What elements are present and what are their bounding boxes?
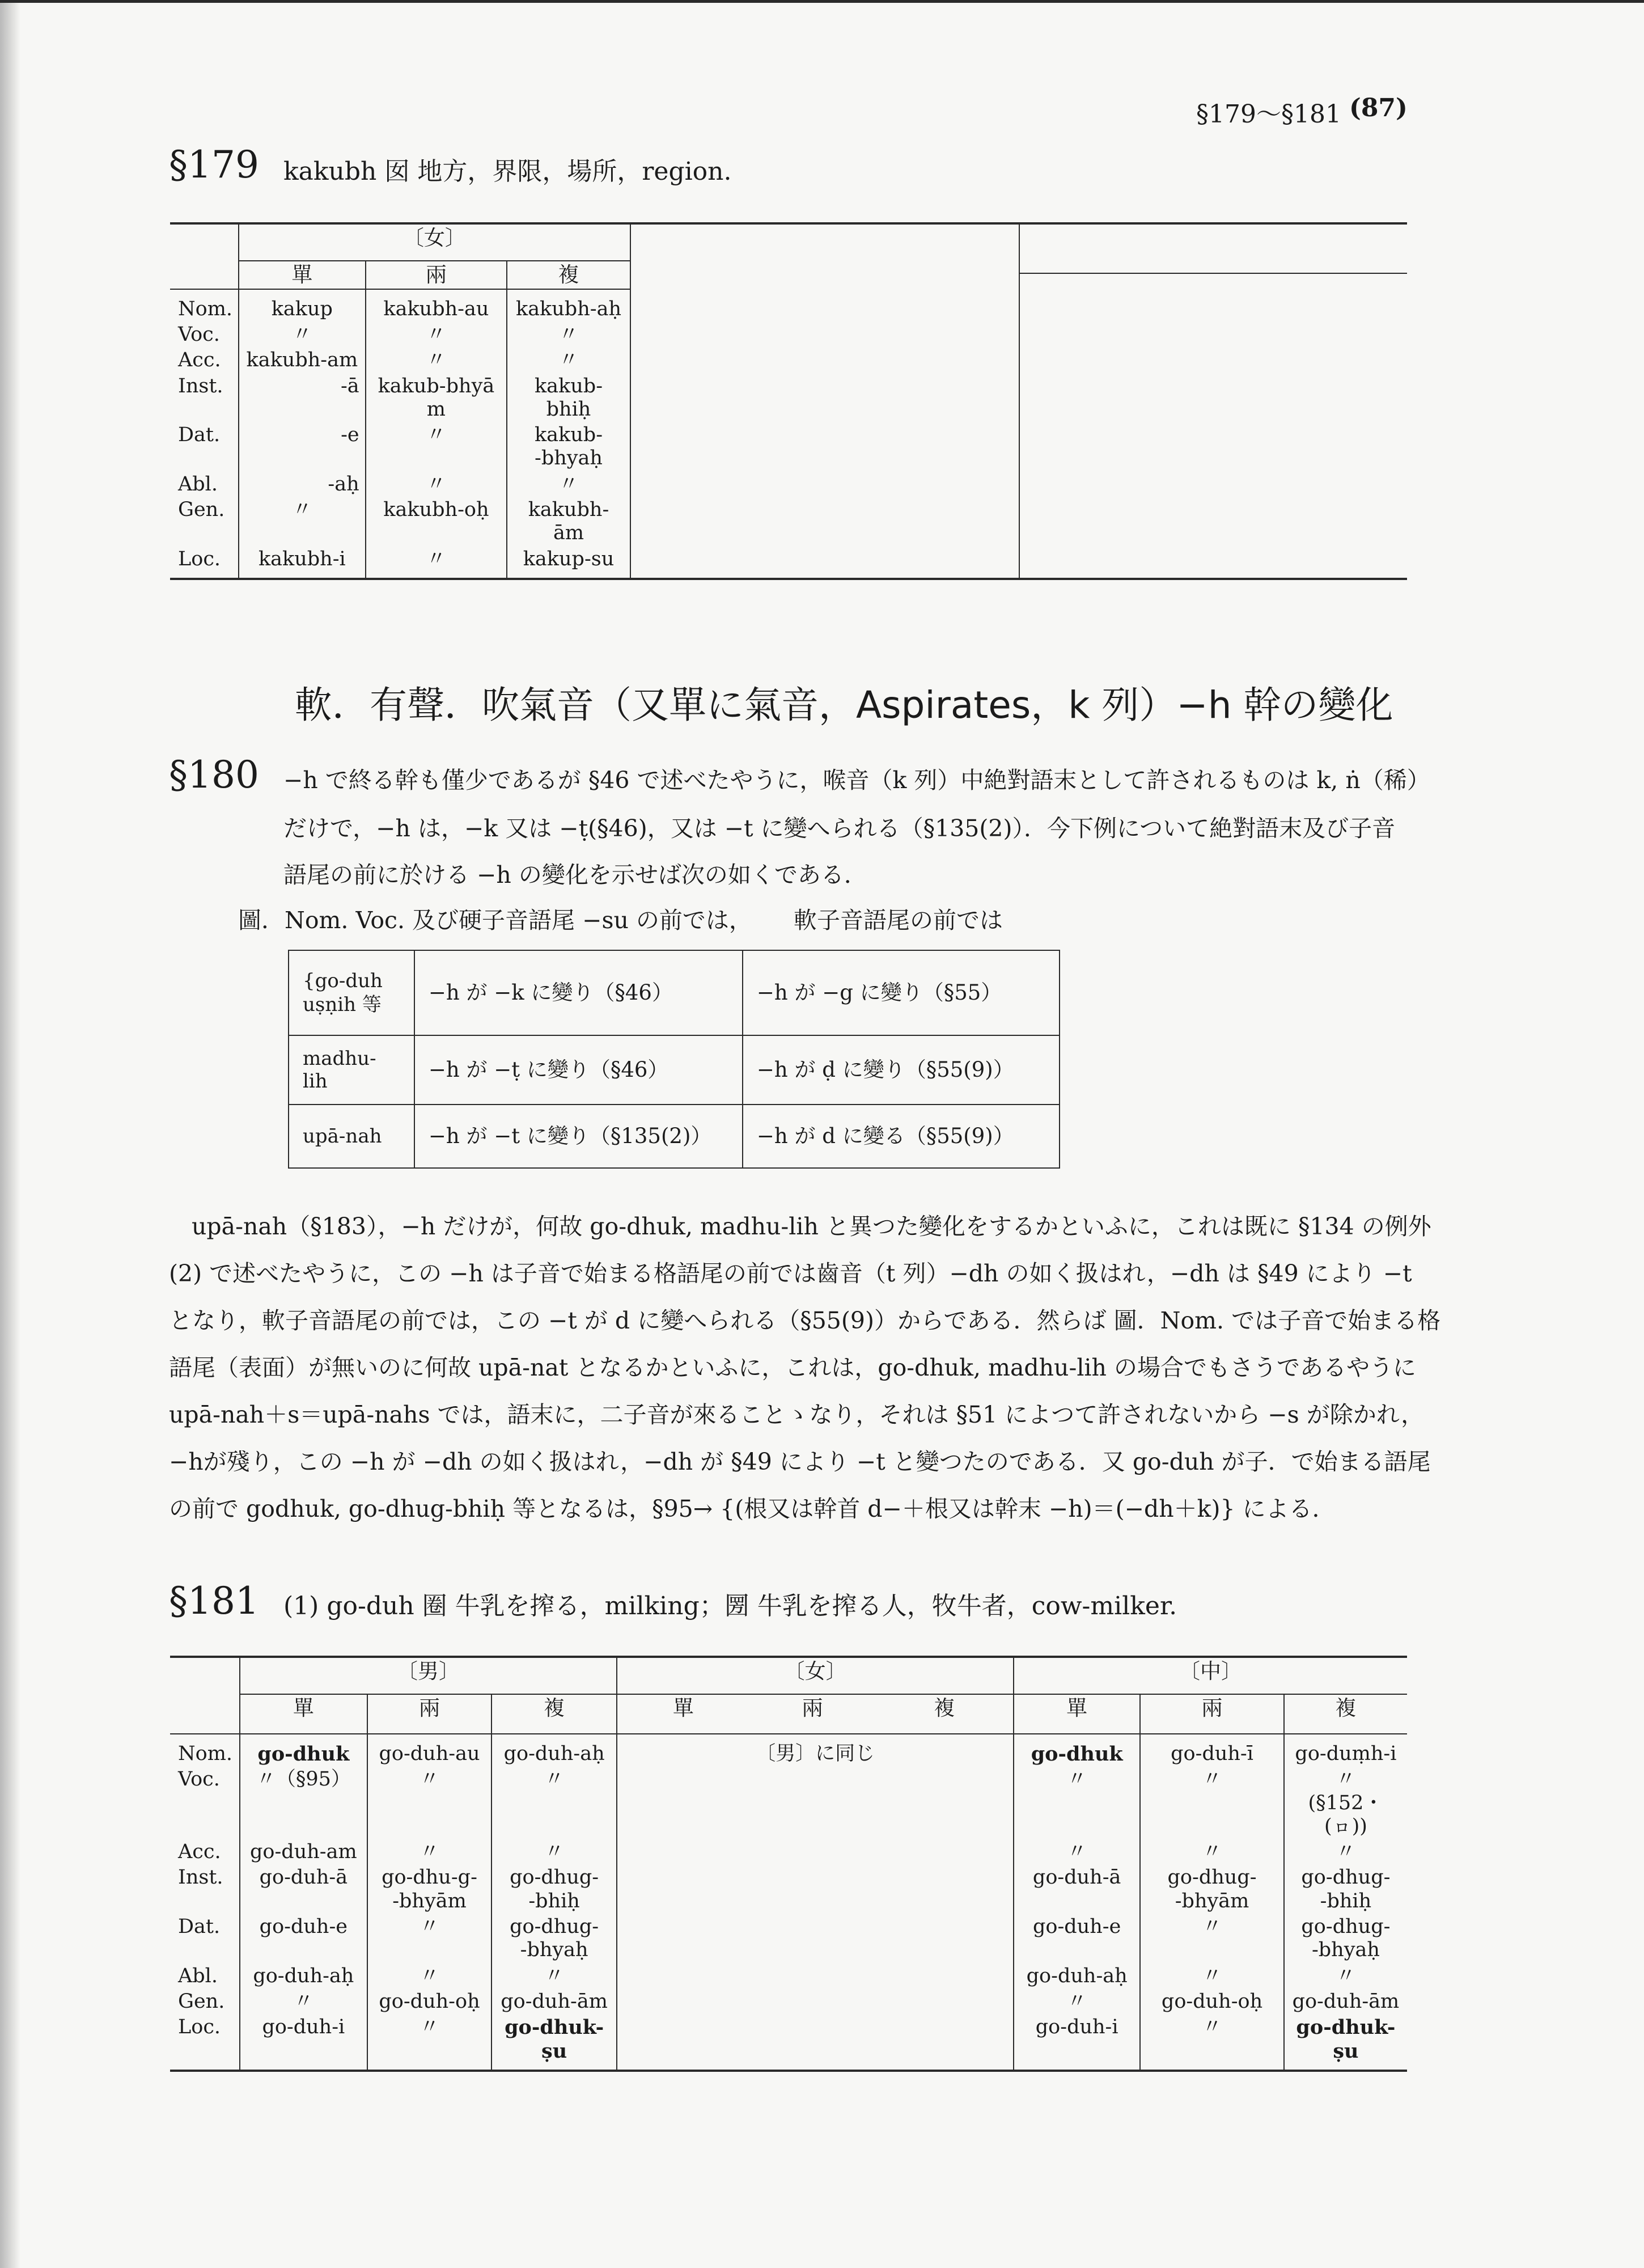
- table-row: [289, 950, 1060, 1035]
- form-cell: 〃: [367, 1914, 491, 1964]
- col-header-dual: 兩: [367, 1694, 491, 1734]
- form-cell: 〃: [367, 1767, 491, 1839]
- case-label: Gen.: [178, 1990, 225, 2013]
- table-row: [289, 1105, 1060, 1168]
- form-cell: 〃: [1014, 1989, 1140, 2015]
- case-label: Gen.: [178, 498, 225, 522]
- form-cell: kakub-bhiḥ: [507, 374, 630, 423]
- blank-column-2: [1019, 223, 1407, 579]
- form-cell: go-dhug- -bhiḥ: [491, 1865, 617, 1914]
- page-number: (87): [1349, 94, 1408, 122]
- table-row: [289, 1035, 1060, 1105]
- case-label: Abl.: [178, 1964, 218, 1987]
- form-cell: go-dhuk: [1014, 1734, 1140, 1767]
- col-header-plural: 複: [876, 1694, 1014, 1734]
- form-cell: go-duh-aḥ: [240, 1964, 367, 1989]
- chapter-title: 軟．有聲．吹氣音（又單に氣音，Aspirates，k 列）−h 幹の變化: [295, 683, 1393, 727]
- form-cell: 〃: [1140, 1767, 1284, 1839]
- form-cell: 〃: [1140, 1914, 1284, 1964]
- form-cell: go-duh-au: [367, 1734, 491, 1767]
- case-label: Dat.: [178, 1915, 221, 1939]
- form-cell: go-dhug- -bhyaḥ: [491, 1914, 617, 1964]
- case-label: Nom.: [178, 1742, 233, 1765]
- case-label: Abl.: [178, 472, 218, 496]
- form-cell: 〃: [491, 1839, 617, 1865]
- table-row: [170, 1734, 1407, 1767]
- paragraph-line-2: (2) で述べたやうに，この −h は子音で始まる格語尾の前では齒音（t 列）−dh の如く扱はれ，−dh は §49 により −t: [169, 1260, 1412, 1287]
- form-cell: 〃: [366, 348, 507, 373]
- section-179-number: §179: [169, 143, 259, 187]
- form-cell: 〃: [1140, 2015, 1284, 2071]
- form-cell: 〃: [1284, 1839, 1407, 1865]
- form-cell: 〃: [507, 348, 630, 373]
- form-cell: go-duh-am: [240, 1839, 367, 1865]
- form-cell: 〃（§95）: [240, 1767, 367, 1839]
- corner-cell: [170, 223, 239, 261]
- form-cell: 〃: [367, 1839, 491, 1865]
- form-cell: 〃: [1014, 1839, 1140, 1865]
- form-cell: go-duh-e: [240, 1914, 367, 1964]
- gender-header-fem: 〔女〕: [617, 1657, 1014, 1694]
- paragraph-line-6: −hが殘り，この −h が −dh の如く扱はれ，−dh が §49 により −t と變つたのである．又 go-duh が子．で始まる語尾: [169, 1448, 1431, 1475]
- case-header-blank: [170, 1694, 240, 1734]
- case-label: Voc.: [178, 1768, 220, 1791]
- form-cell: 〃: [239, 497, 366, 547]
- form-cell: go-dhuk-ṣu: [1284, 2015, 1407, 2071]
- form-cell: 〃: [1140, 1964, 1284, 1989]
- form-cell: go-duh-oḥ: [367, 1989, 491, 2015]
- section-181-number: §181: [169, 1579, 259, 1623]
- paragraph-line-4: 語尾（表面）が無いのに何故 upā-nat となるかといふに，これは，go-dhuk, madhu-lih の場合でもさうであるやうに: [169, 1354, 1416, 1381]
- section-180-line-2: だけで，−h は，−k 又は −ṭ(§46)，又は −t に變へられる（§135(2)）．今下例について絶對語末及び子音: [283, 815, 1396, 842]
- page-top-border: [0, 0, 1644, 3]
- blank-column-1: [630, 223, 1019, 579]
- paragraph-line-7: の前で godhuk, go-dhug-bhiḥ 等となるは，§95→ {(根又は幹首 d−＋根又は幹末 −h)＝(−dh＋k)} による．: [169, 1495, 1336, 1522]
- figure-label: 圖．Nom. Voc. 及び硬子音語尾 −su の前では，: [238, 907, 752, 934]
- form-cell: go-duh-ā: [240, 1865, 367, 1914]
- case-label: Nom.: [178, 297, 233, 320]
- form-cell: 〃: [366, 472, 507, 497]
- form-cell: 〃 (§152・(ㇿ)): [1284, 1767, 1407, 1839]
- form-cell: kakubh-aḥ: [507, 289, 630, 322]
- form-cell: -ā: [239, 374, 366, 423]
- form-cell: go-dhug- -bhyaḥ: [1284, 1914, 1407, 1964]
- form-cell: 〃: [366, 322, 507, 348]
- form-cell: 〃: [366, 422, 507, 472]
- paragraph-line-3: となり，軟子音語尾の前では，この −t が d に變へられる（§55(9)）からである．然らば 圖．Nom. では子音で始まる格: [169, 1307, 1441, 1334]
- form-cell: go-duh-aḥ: [1014, 1964, 1140, 1989]
- form-cell: 〃: [491, 1767, 617, 1839]
- form-cell: go-dhu-g- -bhyām: [367, 1865, 491, 1914]
- col-header-singular: 單: [1014, 1694, 1140, 1734]
- col-header-dual: 兩: [366, 261, 507, 289]
- paragraph-line-5: upā-nah＋s＝upā-nahs では，語末に，二子音が來ることゝなり，それは §51 によつて許されないから −s が除かれ，: [169, 1401, 1425, 1428]
- form-cell: kakup-su: [507, 547, 630, 579]
- goduh-declension-table: [170, 1656, 1407, 2072]
- col-header-dual: 兩: [749, 1694, 875, 1734]
- section-180-number: §180: [169, 753, 259, 797]
- kakubh-declension-table: [170, 222, 1407, 580]
- form-cell: 〃: [367, 1964, 491, 1989]
- form-cell: go-dhug- -bhyām: [1140, 1865, 1284, 1914]
- form-cell: 〃: [1140, 1839, 1284, 1865]
- case-label: Inst.: [178, 1866, 223, 1889]
- soft-ending-cell: −h が d に變る（§55(9)）: [743, 1105, 1060, 1168]
- form-cell: go-duh-ām: [1284, 1989, 1407, 2015]
- case-label: Inst.: [178, 374, 223, 397]
- form-cell: kakub-bhyā m: [366, 374, 507, 423]
- case-label: Acc.: [178, 349, 221, 372]
- form-cell: 〃: [507, 472, 630, 497]
- section-181-heading: (1) go-duh 圈 牛乳を搾る，milking；圐 牛乳を搾る人，牧牛者，cow-milker.: [283, 1592, 1177, 1620]
- form-cell: kakub- -bhyaḥ: [507, 422, 630, 472]
- form-cell: 〃: [491, 1964, 617, 1989]
- hard-ending-cell: −h が −ṭ に變り（§46）: [414, 1035, 743, 1105]
- form-cell: go-duṃh-i: [1284, 1734, 1407, 1767]
- col-header-plural: 複: [1284, 1694, 1407, 1734]
- form-cell: kakubh-ām: [507, 497, 630, 547]
- figure-label-soft: 軟子音語尾の前では: [794, 907, 1003, 934]
- col-header-singular: 單: [240, 1694, 367, 1734]
- form-cell: 〃: [366, 547, 507, 579]
- form-cell: 〃: [367, 2015, 491, 2071]
- form-cell: 〃: [240, 1989, 367, 2015]
- case-label: Loc.: [178, 2016, 221, 2039]
- col-header-dual: 兩: [1140, 1694, 1284, 1734]
- form-cell: 〃: [239, 322, 366, 348]
- col-header-singular: 單: [617, 1694, 749, 1734]
- form-cell: kakubh-oḥ: [366, 497, 507, 547]
- form-cell: -e: [239, 422, 366, 472]
- case-label: Dat.: [178, 424, 221, 447]
- case-label: Acc.: [178, 1840, 221, 1864]
- gender-header-fem: 〔女〕: [239, 223, 630, 261]
- form-cell: go-duh-e: [1014, 1914, 1140, 1964]
- form-cell: go-dhuk-ṣu: [491, 2015, 617, 2071]
- form-cell: go-duh-ā: [1014, 1865, 1140, 1914]
- hard-ending-cell: −h が −t に變り（§135(2)）: [414, 1105, 743, 1168]
- form-cell: -aḥ: [239, 472, 366, 497]
- form-cell: go-dhuk: [240, 1734, 367, 1767]
- running-head-sections: §179〜§181: [1196, 100, 1341, 129]
- form-cell: go-duh-oḥ: [1140, 1989, 1284, 2015]
- section-180-line-1: −h で終る幹も僅少であるが §46 で述べたやうに，喉音（k 列）中絶對語末として許されるものは k, ṅ（稀）: [283, 767, 1430, 794]
- form-cell: 〃: [1284, 1964, 1407, 1989]
- word-cell: madhu-lih: [289, 1035, 414, 1105]
- corner-cell: [170, 1657, 240, 1694]
- soft-ending-cell: −h が −g に變り（§55）: [743, 950, 1060, 1035]
- soft-ending-cell: −h が ḍ に變り（§55(9)）: [743, 1035, 1060, 1105]
- form-cell: kakubh-i: [239, 547, 366, 579]
- case-header-blank: [170, 261, 239, 289]
- h-change-table: [288, 950, 1060, 1169]
- col-header-plural: 複: [491, 1694, 617, 1734]
- gender-header-neut: 〔中〕: [1014, 1657, 1407, 1694]
- case-label: Voc.: [178, 323, 220, 346]
- form-cell: 〃: [507, 322, 630, 348]
- word-cell: {go-duh uṣṇih 等: [289, 950, 414, 1035]
- scan-edge-shadow: [0, 0, 20, 2268]
- gender-header-masc: 〔男〕: [240, 1657, 617, 1694]
- col-header-plural: 複: [507, 261, 630, 289]
- section-179-heading: kakubh 囡 地方，界限，場所，region.: [283, 157, 732, 186]
- paragraph-line-1: upā-nah（§183），−h だけが，何故 go-dhuk, madhu-lih と異つた變化をするかといふに，これは既に §134 の例外: [192, 1213, 1431, 1240]
- section-180-line-3: 語尾の前に於ける −h の變化を示せば次の如くである．: [283, 861, 867, 888]
- form-cell: kakubh-am: [239, 348, 366, 373]
- hard-ending-cell: −h が −k に變り（§46）: [414, 950, 743, 1035]
- col-header-singular: 單: [239, 261, 366, 289]
- fem-same-as-masc: 〔男〕に同じ: [617, 1734, 1014, 2071]
- form-cell: kakubh-au: [366, 289, 507, 322]
- form-cell: go-duh-ām: [491, 1989, 617, 2015]
- case-label: Loc.: [178, 547, 221, 570]
- form-cell: go-duh-i: [1014, 2015, 1140, 2071]
- form-cell: go-duh-aḥ: [491, 1734, 617, 1767]
- form-cell: go-dhug- -bhiḥ: [1284, 1865, 1407, 1914]
- form-cell: go-duh-ī: [1140, 1734, 1284, 1767]
- form-cell: go-duh-i: [240, 2015, 367, 2071]
- word-cell: upā-nah: [289, 1105, 414, 1168]
- form-cell: 〃: [1014, 1767, 1140, 1839]
- form-cell: kakup: [239, 289, 366, 322]
